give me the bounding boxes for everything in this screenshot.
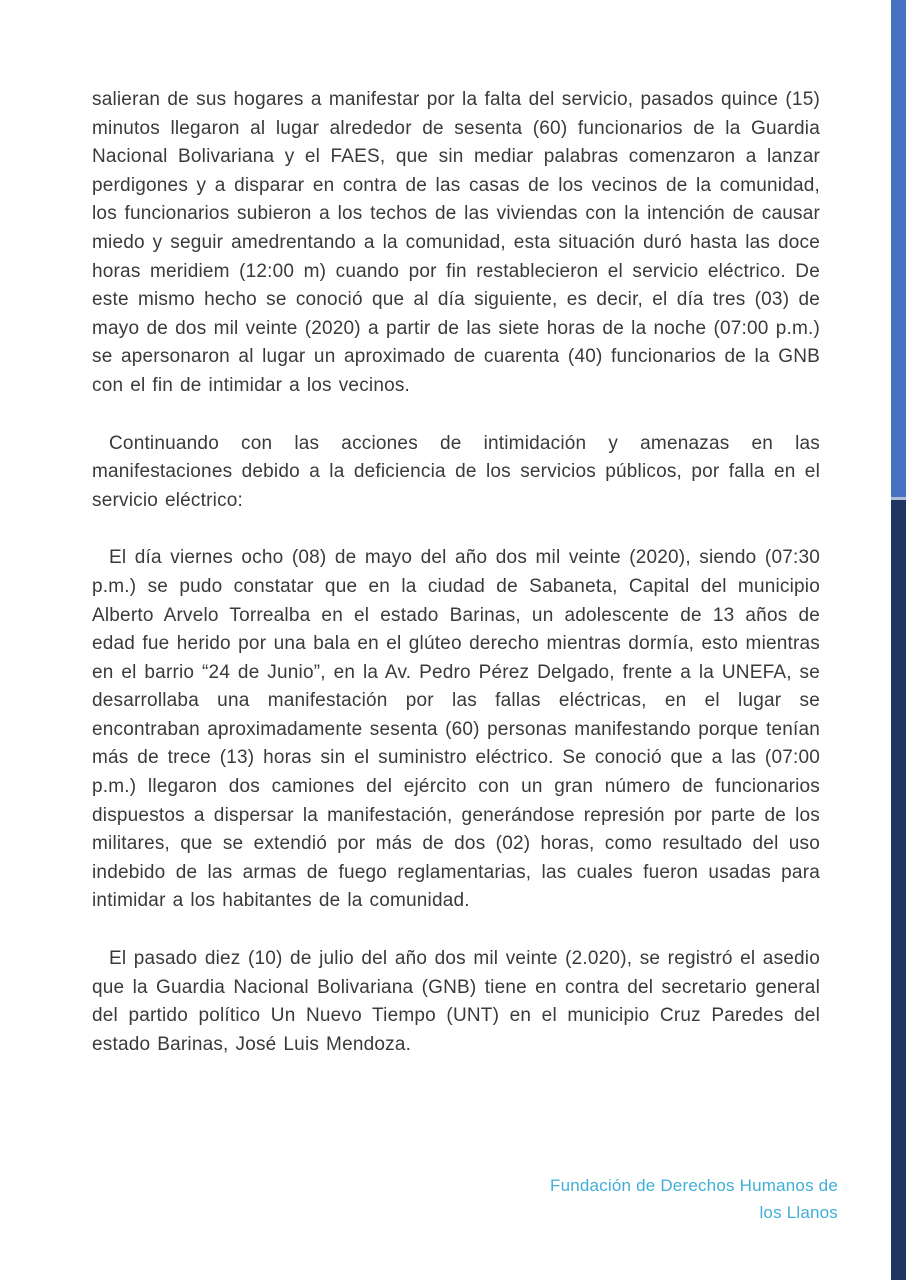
body-paragraph: salieran de sus hogares a manifestar por la falta del servicio, pasados quince (15) minutos llegaron al lugar alrededor de sesenta (60) funcionarios de la Guardia Nacional Bolivariana y el FAES, que sin mediar palabras comenzaron a lanzar perdigones y a disparar en contra de las casas de los vecinos de la comunidad, los funcionarios subieron a los techos de las viviendas con la intención de causar miedo y seguir amedrentando a la comunidad, esta situación duró hasta las doce horas meridiem (12:00 m) cuando por fin restablecieron el servicio eléctrico. De este mismo hecho se conoció que al día siguiente, es decir, el día tres (03) de mayo de dos mil veinte (2020) a partir de las siete horas de la noche (07:00 p.m.) se apersonaron al lugar un aproximado de cuarenta (40) funcionarios de la GNB con el fin de intimidar a los vecinos.: [92, 89, 820, 396]
right-edge-accent-bar-bottom: [891, 500, 906, 1280]
body-paragraph: El pasado diez (10) de julio del año dos mil veinte (2.020), se registró el asedio que la Guardia Nacional Bolivariana (GNB) tiene en contra del secretario general del partido político Un Nuevo Tiempo (UNT) en el municipio Cruz Paredes del estado Barinas, José Luis Mendoza.: [92, 948, 820, 1055]
body-paragraph: El día viernes ocho (08) de mayo del año dos mil veinte (2020), siendo (07:30 p.m.) se pudo constatar que en la ciudad de Sabaneta, Capital del municipio Alberto Arvelo Torrealba en el estado Barinas, un adolescente de 13 años de edad fue herido por una bala en el glúteo derecho mientras dormía, esto mientras en el barrio “24 de Junio”, en la Av. Pedro Pérez Delgado, frente a la UNEFA, se desarrollaba una manifestación por las fallas eléctricas, en el lugar se encontraban aproximadamente sesenta (60) personas manifestando porque tenían más de trece (13) horas sin el suministro eléctrico. Se conoció que a las (07:00 p.m.) llegaron dos camiones del ejército con un gran número de funcionarios dispuestos a dispersar la manifestación, generándose represión por parte de los militares, que se extendió por más de dos (02) horas, como resultado del uso indebido de las armas de fuego reglamentarias, las cuales fueron usadas para intimidar a los habitantes de la comunidad.: [92, 547, 820, 912]
page-footer: [418, 1172, 838, 1226]
body-paragraph: Continuando con las acciones de intimidación y amenazas en las manifestaciones debido a la deficiencia de los servicios públicos, por falla en el servicio eléctrico:: [92, 432, 820, 511]
right-edge-accent-bar-top: [891, 0, 906, 497]
body-text-block: [92, 86, 820, 1088]
footer-org-name-line2: los Llanos: [759, 1203, 838, 1222]
footer-org-name-line1: Fundación de Derechos Humanos de: [549, 1176, 838, 1195]
